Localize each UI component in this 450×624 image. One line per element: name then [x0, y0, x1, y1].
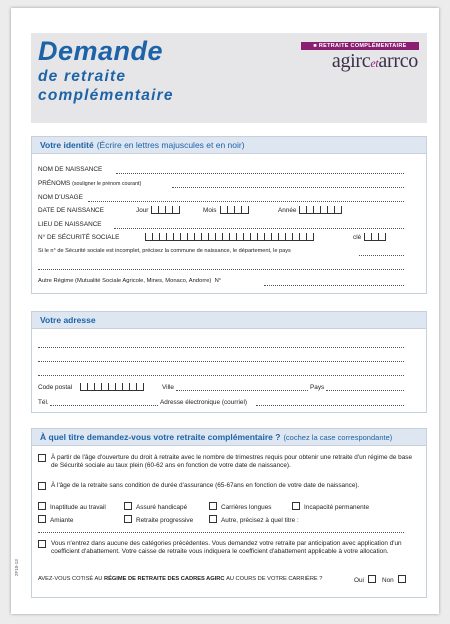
checkbox-non[interactable]: [398, 575, 406, 583]
retirement-header: [32, 429, 426, 446]
nom-naissance-field[interactable]: [116, 173, 404, 174]
autre-regime-field[interactable]: [264, 285, 404, 286]
page-title: Demande: [38, 36, 164, 66]
checkbox-taux-plein[interactable]: [38, 454, 46, 462]
autre-regime-num-label: N°: [214, 278, 222, 284]
incapacite-label: Incapacité permanente: [304, 504, 370, 511]
annee-group: [278, 206, 342, 214]
form-header: [31, 33, 427, 123]
checkbox-amiante[interactable]: [38, 515, 46, 523]
secu-label: N° DE SÉCURITÉ SOCIALE: [38, 234, 120, 241]
oui-label: Oui: [354, 577, 364, 584]
inaptitude-label: Inaptitude au travail: [50, 504, 106, 511]
page-subtitle-line1: de retraite: [38, 68, 127, 85]
checkbox-oui[interactable]: [368, 575, 376, 583]
checkbox-retraite-progressive[interactable]: [124, 515, 132, 523]
non-option: [382, 575, 410, 584]
prenoms-note: (souligner le prénom courant): [72, 181, 142, 187]
cle-group: [353, 233, 386, 241]
identity-note: (Écrire en lettres majuscules et en noir): [96, 140, 245, 150]
autre-regime-label: Autre Régime (Mutualité Sociale Agricole, Mines, Monaco, Andorre): [38, 278, 212, 284]
form-sheet: [11, 8, 439, 614]
code-postal-group: [38, 383, 144, 391]
agirc-question-bold: RÉGIME DE RETRAITE DES CADRES AGIRC: [103, 576, 225, 582]
annee-field[interactable]: [299, 206, 342, 214]
autre-regime-row: [38, 278, 221, 284]
email-label: Adresse électronique (courriel): [160, 399, 248, 406]
address-line-1[interactable]: [38, 347, 404, 348]
checkbox-carrieres-longues[interactable]: [209, 502, 217, 510]
nom-naissance-label: NOM DE NAISSANCE: [38, 166, 103, 173]
option-age-retraite: [38, 482, 418, 490]
lieu-naissance-label: LIEU DE NAISSANCE: [38, 221, 102, 228]
address-section: [31, 311, 427, 413]
logo-agirc: agirc: [331, 50, 371, 72]
option-incapacite: [292, 502, 369, 511]
amiante-label: Amiante: [50, 517, 74, 524]
code-postal-field[interactable]: [80, 383, 144, 391]
retirement-note: (cochez la case correspondante): [283, 432, 393, 442]
carrieres-longues-label: Carrières longues: [221, 504, 272, 511]
option-autre: [209, 515, 299, 524]
ville-label: Ville: [162, 384, 174, 391]
assure-handicape-label: Assuré handicapé: [136, 504, 188, 511]
checkbox-age-retraite[interactable]: [38, 482, 46, 490]
logo-arrco: arrco: [378, 50, 418, 72]
secu-field[interactable]: [145, 233, 314, 241]
option-taux-plein: [38, 454, 418, 470]
pays-label: Pays: [310, 384, 325, 391]
ville-field[interactable]: [176, 390, 308, 391]
tel-field[interactable]: [50, 405, 158, 406]
option-taux-plein-label: À partir de l'âge d'ouverture du droit à retraite avec le nombre de trimestres requis pour obtenir une retraite d'un régime de base de Sécurité sociale au taux plein (60-62 ans en fonction de votre date de naissance).: [51, 454, 413, 470]
prenoms-label: PRÉNOMS: [38, 180, 71, 187]
prenoms-row: [38, 180, 141, 187]
email-field[interactable]: [256, 405, 404, 406]
retirement-title: À quel titre demandez-vous votre retraite complémentaire ?: [40, 432, 281, 442]
address-title: Votre adresse: [40, 315, 96, 325]
lieu-naissance-field[interactable]: [114, 228, 404, 229]
address-line-3[interactable]: [38, 375, 404, 376]
checkbox-autre[interactable]: [209, 515, 217, 523]
checkbox-anticipee[interactable]: [38, 540, 46, 548]
cle-label: clé: [353, 234, 362, 241]
checkbox-assure-handicape[interactable]: [124, 502, 132, 510]
date-naissance-label: DATE DE NAISSANCE: [38, 207, 104, 214]
agirc-question-suffix: AU COURS DE VOTRE CARRIÈRE ?: [226, 576, 323, 582]
agirc-question: [38, 576, 322, 582]
page-subtitle-line2: complémentaire: [38, 87, 174, 104]
cle-field[interactable]: [364, 233, 386, 241]
prenoms-field[interactable]: [172, 187, 404, 188]
checkbox-inaptitude[interactable]: [38, 502, 46, 510]
nom-usage-label: NOM D'USAGE: [38, 194, 83, 201]
annee-label: Année: [278, 207, 297, 214]
mois-field[interactable]: [220, 206, 249, 214]
form-code: 2F10-13: [14, 559, 19, 576]
checkbox-incapacite[interactable]: [292, 502, 300, 510]
secu-incomplet-field-1[interactable]: [359, 255, 404, 256]
mois-label: Mois: [203, 207, 217, 214]
jour-label: Jour: [136, 207, 149, 214]
identity-section: [31, 136, 427, 294]
option-assure-handicape: [124, 502, 187, 511]
agirc-arrco-logo: [332, 50, 418, 73]
identity-header: [32, 137, 426, 154]
secu-incomplet-field-2[interactable]: [38, 269, 404, 270]
logo-et: et: [370, 56, 379, 70]
jour-field[interactable]: [151, 206, 180, 214]
option-anticipee: [38, 540, 418, 556]
code-postal-label: Code postal: [38, 384, 73, 391]
option-amiante: [38, 515, 73, 524]
pays-field[interactable]: [326, 390, 404, 391]
autre-precision-field[interactable]: [38, 532, 404, 533]
non-label: Non: [382, 577, 394, 584]
jour-group: [136, 206, 180, 214]
address-header: [32, 312, 426, 329]
option-age-retraite-label: À l'âge de la retraite sans condition de durée d'assurance (65-67ans en fonction de votre date de naissance).: [51, 482, 360, 489]
agirc-question-prefix: AVEZ-VOUS COTISÉ AU: [38, 576, 103, 582]
option-retraite-progressive: [124, 515, 193, 524]
secu-group: [142, 233, 314, 241]
address-line-2[interactable]: [38, 361, 404, 362]
autre-label: Autre, précisez à quel titre :: [221, 517, 299, 524]
retraite-progressive-label: Retraite progressive: [136, 517, 194, 524]
oui-option: [354, 575, 380, 584]
nom-usage-field[interactable]: [88, 201, 404, 202]
mois-group: [203, 206, 249, 214]
retirement-section: [31, 428, 427, 598]
tel-label: Tél.: [38, 399, 49, 406]
option-carrieres-longues: [209, 502, 271, 511]
identity-title: Votre identité: [40, 140, 94, 150]
option-inaptitude: [38, 502, 106, 511]
logo-band: ■ RETRAITE COMPLÉMENTAIRE: [301, 42, 419, 50]
secu-incomplet-label: Si le n° de Sécurité sociale est incomplet, précisez la commune de naissance, le département, le pays: [38, 248, 291, 254]
option-anticipee-label: Vous n'entrez dans aucune des catégories précédentes. Vous demandez votre retraite par anticipation avec application d'un coefficient d'abattement. Votre caisse de retraite vous indiquera le coefficient d'abattement applicable à votre allocation.: [51, 540, 402, 556]
